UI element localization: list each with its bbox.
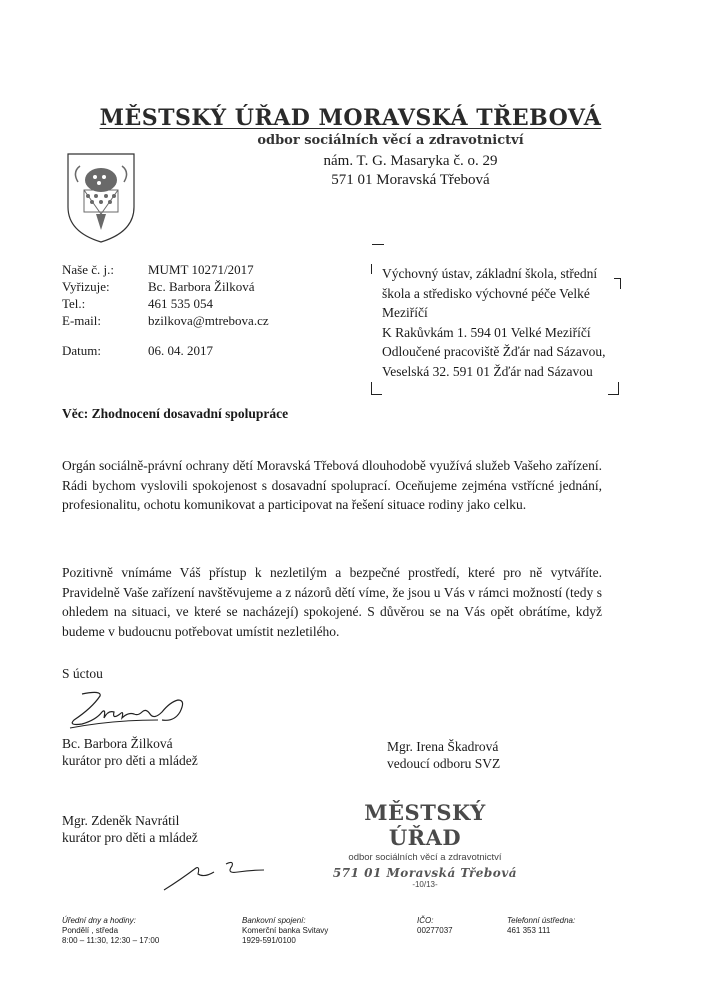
recipient-line: Odloučené pracoviště Žďár nad Sázavou, [382,344,606,359]
footer-bank [242,916,328,946]
date-value: 06. 04. 2017 [148,343,213,358]
footer-label: Bankovní spojení: [242,916,306,925]
ref-label: Naše č. j.: [62,262,114,277]
department-name: odbor sociálních věcí a zdravotnictví [257,133,524,148]
coat-of-arms-icon [66,152,136,244]
tel-label: Tel.: [62,296,86,311]
recipient-line: Výchovný ústav, základní škola, střední [382,266,598,281]
footer-ico [417,916,453,936]
recipient-line: škola a středisko výchovné péče Velké [382,285,590,301]
signatory-name: Bc. Barbora Žilková [62,736,173,751]
stamp-line: -10/13- [412,880,438,889]
closing-phrase: S úctou [62,666,103,681]
signatory-name: Mgr. Zdeněk Navrátil [62,813,180,828]
footer-value: 1929-591/0100 [242,936,296,945]
signatory-3 [62,812,198,846]
footer-phone [507,916,575,936]
footer-label: Úřední dny a hodiny: [62,916,136,925]
office-title: MĚSTSKÝ ÚŘAD MORAVSKÁ TŘEBOVÁ [99,105,602,131]
recipient-address [382,264,632,381]
body-paragraph-2: Pozitivně vnímáme Váš přístup k nezletilým a bezpečné prostředí, které pro ně vytváříte. Pravidelně Vaše zařízení navštěvujeme a z názorů dětí víme, že jsou u Vás v rámci možností (tedy s ohledem na situaci, ve které se nacházejí) spokojené. S důvěrou se na Vás opět obrátíme, když budeme v budoucnu potřebovat umístit nezletilého. [62,565,602,639]
stamp-line: 571 01 Moravská Třebová [332,866,518,880]
recipient-line: K Rakůvkám 1. 594 01 Velké Meziříčí [382,324,591,340]
footer-label: IČO: [417,916,434,925]
office-stamp [330,800,520,889]
footer-value: 461 353 111 [507,926,551,935]
handler-value: Bc. Barbora Žilková [148,279,255,294]
body-paragraph-1: Orgán sociálně-právní ochrany dětí Moravská Třebová dlouhodobě využívá služeb Vašeho zařízení. Rádi bychom vyslovili spokojenost s dosavadní spoluprací. Oceňujeme zejména vstřícné jednání, profesionalitu, ochotu komunikovat a participovat na řešení situace rodiny jako celku. [62,458,602,512]
window-mark-bottom-right [608,382,619,395]
signatory-role: kurátor pro děti a mládež [62,830,198,845]
ref-value: MUMT 10271/2017 [148,262,254,277]
footer-value: Komerční banka Svitavy [242,926,329,935]
footer-label: Telefonní ústředna: [507,916,576,925]
date-label: Datum: [62,343,101,358]
footer-value: Pondělí , středa [62,926,119,935]
stamp-line: odbor sociálních věcí a zdravotnictví [348,852,502,863]
footer-hours [62,916,159,946]
signatory-role: kurátor pro děti a mládež [62,753,198,768]
window-mark-top [372,244,384,245]
recipient-line: Meziříčí [382,305,428,320]
handler-label: Vyřizuje: [62,279,110,294]
footer-value: 8:00 – 11:30, 12:30 – 17:00 [62,936,160,945]
signatory-role: vedoucí odboru SVZ [387,756,501,771]
window-mark-bottom-left [371,382,382,395]
office-street: nám. T. G. Masaryka č. o. 29 [323,153,498,169]
signatory-name: Mgr. Irena Škadrová [387,739,499,754]
footer-value: 00277037 [417,926,453,935]
subject-line: Věc: Zhodnocení dosavadní spolupráce [62,406,289,421]
signature-mark [62,690,192,732]
office-city: 571 01 Moravská Třebová [331,172,490,188]
stamp-title: MĚSTSKÝ ÚŘAD [364,800,486,850]
signatory-2 [387,738,500,772]
window-mark-left [371,264,372,274]
email-label: E-mail: [62,313,101,328]
signature-mark [160,858,270,898]
recipient-line: Veselská 32. 591 01 Žďár nad Sázavou [382,363,593,379]
signatory-1 [62,735,198,769]
email-value[interactable]: bzilkova@mtrebova.cz [148,313,269,328]
tel-value: 461 535 054 [148,296,213,311]
